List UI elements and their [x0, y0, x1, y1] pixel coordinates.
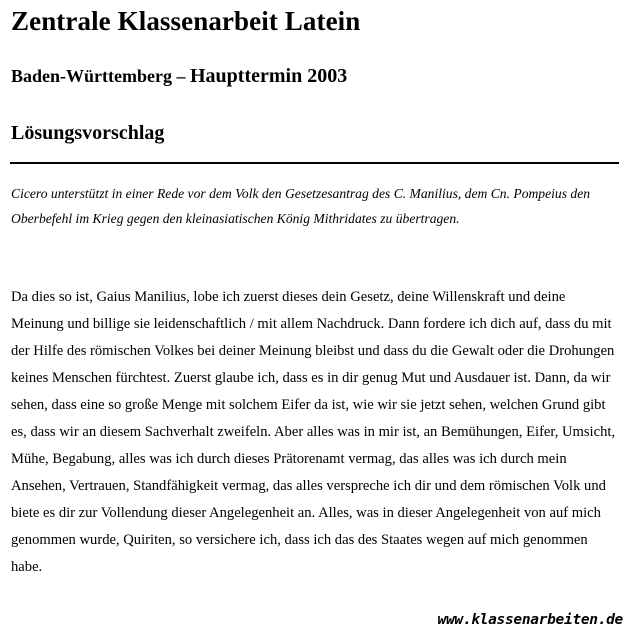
translation-paragraph: Da dies so ist, Gaius Manilius, lobe ich zuerst dieses dein Gesetz, deine Willenskraft und deine Meinung und billige sie leidenschaftlich / mit allem Nachdruck. Dann fordere ich dich auf, dass du mit der Hilfe des römischen Volkes bei deiner Meinung bleibst und dass du die Gewalt oder die Drohungen keines Menschen fürchtest. Zuerst glaube ich, dass es in dir genug Mut und Ausdauer ist. Dann, da wir sehen, dass eine so große Menge mit solchem Eifer da ist, wie wir sie jetzt sehen, welchen Grund gibt es, dass wir an diesem Sachverhalt zweifeln. Aber alles was in mir ist, an Bemühungen, Eifer, Umsicht, Mühe, Begabung, alles was ich durch dieses Prätorenamt vermag, das alles was ich durch mein Ansehen, Vertrauen, Standfähigkeit vermag, das alles verspreche ich dir und dem römischen Volk und biete es dir zur Vollendung dieser Angelegenheit an. Alles, was in dieser Angelegenheit von auf mich genommen wurde, Quiriten, so versichere ich, dass ich das des Staates wegen auf mich genommen habe.: [11, 289, 616, 575]
document-subtitle: [11, 62, 347, 89]
footer-url: www.klassenarbeiten.de: [437, 612, 623, 628]
subtitle-region: Baden-Württemberg –: [11, 66, 190, 86]
subtitle-term: Haupttermin 2003: [189, 65, 348, 87]
section-heading: Lösungsvorschlag: [11, 122, 165, 144]
intro-paragraph: Cicero unterstützt in einer Rede vor dem Volk den Gesetzesantrag des C. Manilius, dem Cn. Pompeius den Oberbefehl im Krieg gegen den kleinasiatischen König Mithridates zu übertragen.: [11, 186, 591, 226]
horizontal-divider: [10, 162, 619, 164]
document-title: Zentrale Klassenarbeit Latein: [11, 6, 361, 36]
